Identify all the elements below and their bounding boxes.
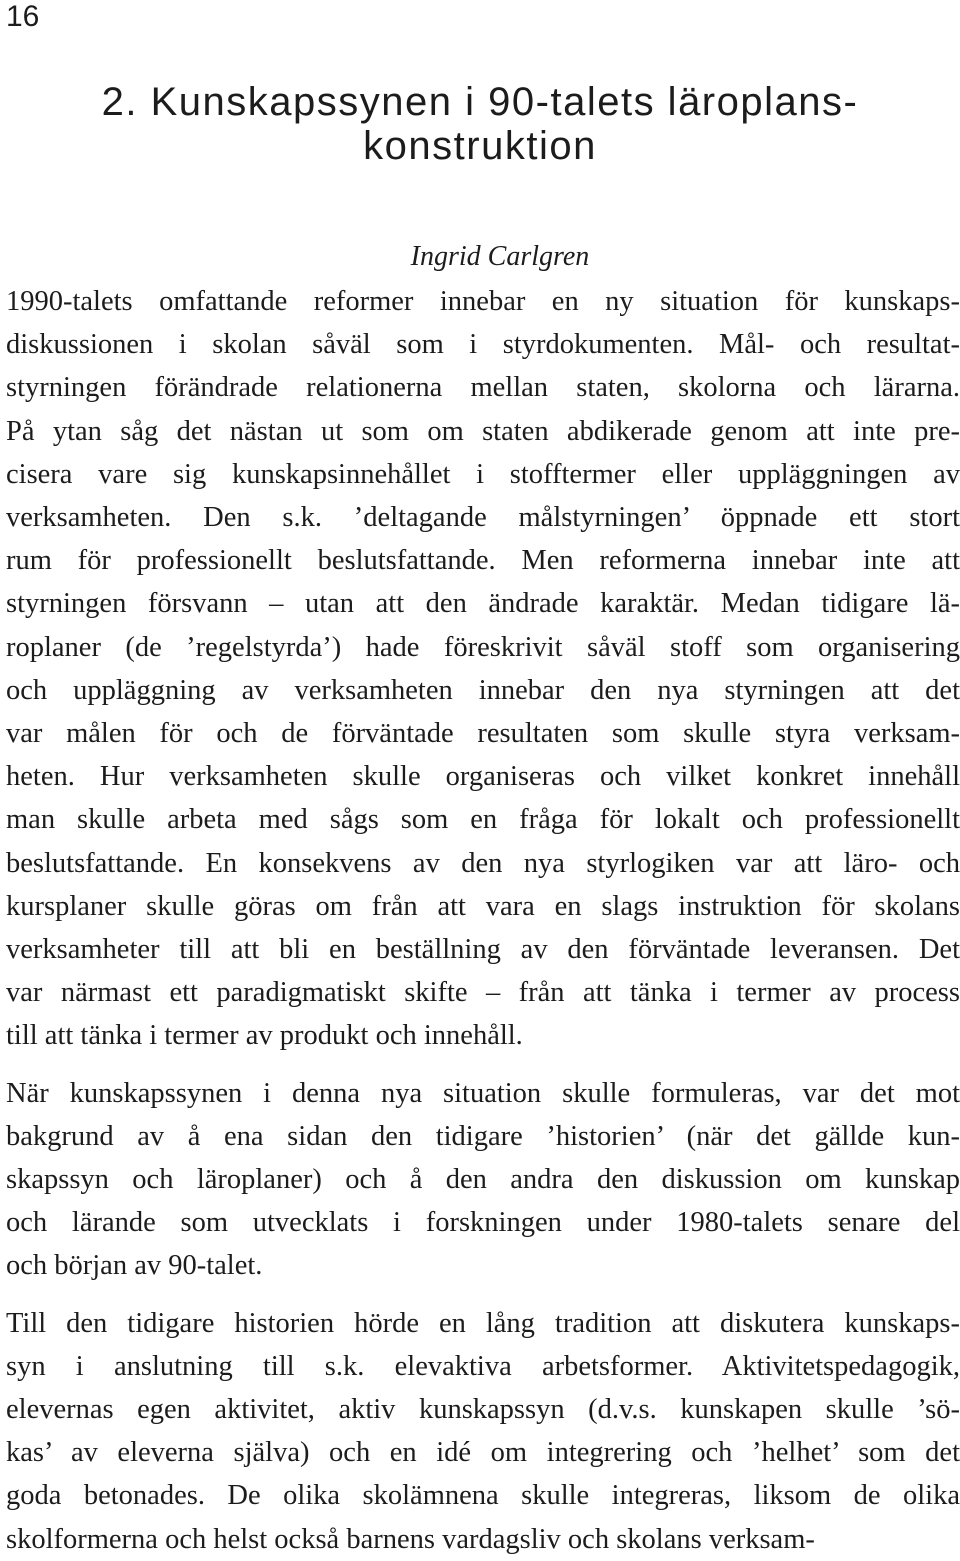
text-line: till att tänka i termer av produkt och innehåll.: [6, 1020, 523, 1052]
text-line: När kunskapssynen i denna nya situation skulle formuleras, var det mot: [6, 1077, 960, 1109]
text-line: man skulle arbeta med sågs som en fråga för lokalt och professionellt: [6, 804, 960, 836]
text-line: och lärande som utvecklats i forskningen under 1980-talets senare del: [6, 1207, 960, 1239]
text-line: verksamheten. Den s.k. ’deltagande målstyrningen’ öppnade ett stort: [6, 502, 960, 534]
text-line: syn i anslutning till s.k. elevaktiva arbetsformer. Aktivitetspedagogik,: [6, 1350, 960, 1382]
chapter-title-line-2: konstruktion: [363, 124, 597, 168]
author-name: Ingrid Carlgren: [410, 241, 590, 272]
text-line: skolformerna och helst också barnens vardagsliv och skolans verksam-: [6, 1523, 815, 1555]
text-line: cisera vare sig kunskapsinnehållet i stofftermer eller uppläggningen av: [6, 458, 960, 490]
text-line: goda betonades. De olika skolämnena skulle integreras, liksom de olika: [6, 1480, 960, 1512]
text-line: styrningen förändrade relationerna mellan staten, skolorna och lärarna.: [6, 372, 960, 404]
text-line: beslutsfattande. En konsekvens av den nya styrlogiken var att läro- och: [6, 847, 960, 879]
text-line: verksamheter till att bli en beställning av den förväntade leveransen. Det: [6, 934, 960, 966]
text-line: var målen för och de förväntade resultaten som skulle styra verksam-: [6, 718, 960, 750]
paragraph: [6, 1302, 960, 1561]
text-line: 1990-talets omfattande reformer innebar en ny situation för kunskaps-: [6, 286, 960, 317]
text-line: och uppläggning av verksamheten innebar den nya styrningen att det: [6, 674, 960, 706]
text-line: kursplaner skulle göras om från att vara en slags instruktion för skolans: [6, 890, 960, 922]
text-line: kas’ av eleverna själva) och en idé om integrering och ’helhet’ som det: [6, 1437, 960, 1469]
text-line: skapssyn och läroplaner) och å den andra den diskussion om kunskap: [6, 1164, 960, 1196]
text-line: rum för professionellt beslutsfattande. Men reformerna innebar inte att: [6, 545, 960, 577]
text-line: Till den tidigare historien hörde en lång tradition att diskutera kunskaps-: [6, 1307, 960, 1339]
text-line: styrningen försvann – utan att den ändrade karaktär. Medan tidigare lä-: [6, 588, 960, 620]
body-text: [6, 280, 960, 1561]
chapter-title: [40, 80, 920, 168]
text-line: diskussionen i skolan såväl som i styrdokumenten. Mål- och resultat-: [6, 329, 960, 361]
paragraph: [6, 280, 960, 1058]
text-line: och början av 90-talet.: [6, 1250, 263, 1282]
text-line: var närmast ett paradigmatiskt skifte – från att tänka i termer av process: [6, 977, 960, 1009]
chapter-title-line-1: 2. Kunskapssynen i 90-talets läroplans-: [101, 80, 859, 124]
text-line: elevernas egen aktivitet, aktiv kunskapssyn (d.v.s. kunskapen skulle ’sö-: [6, 1394, 960, 1426]
text-line: bakgrund av å ena sidan den tidigare ’historien’ (när det gällde kun-: [6, 1120, 960, 1152]
page-number: 16: [6, 0, 40, 33]
text-line: heten. Hur verksamheten skulle organiseras och vilket konkret innehåll: [6, 761, 960, 793]
paragraph: [6, 1072, 960, 1288]
text-line: roplaner (de ’regelstyrda’) hade föreskrivit såväl stoff som organisering: [6, 631, 960, 663]
text-line: På ytan såg det nästan ut som om staten abdikerade genom att inte pre-: [6, 415, 960, 447]
paragraph-gap: [6, 1288, 960, 1302]
paragraph-gap: [6, 1058, 960, 1072]
